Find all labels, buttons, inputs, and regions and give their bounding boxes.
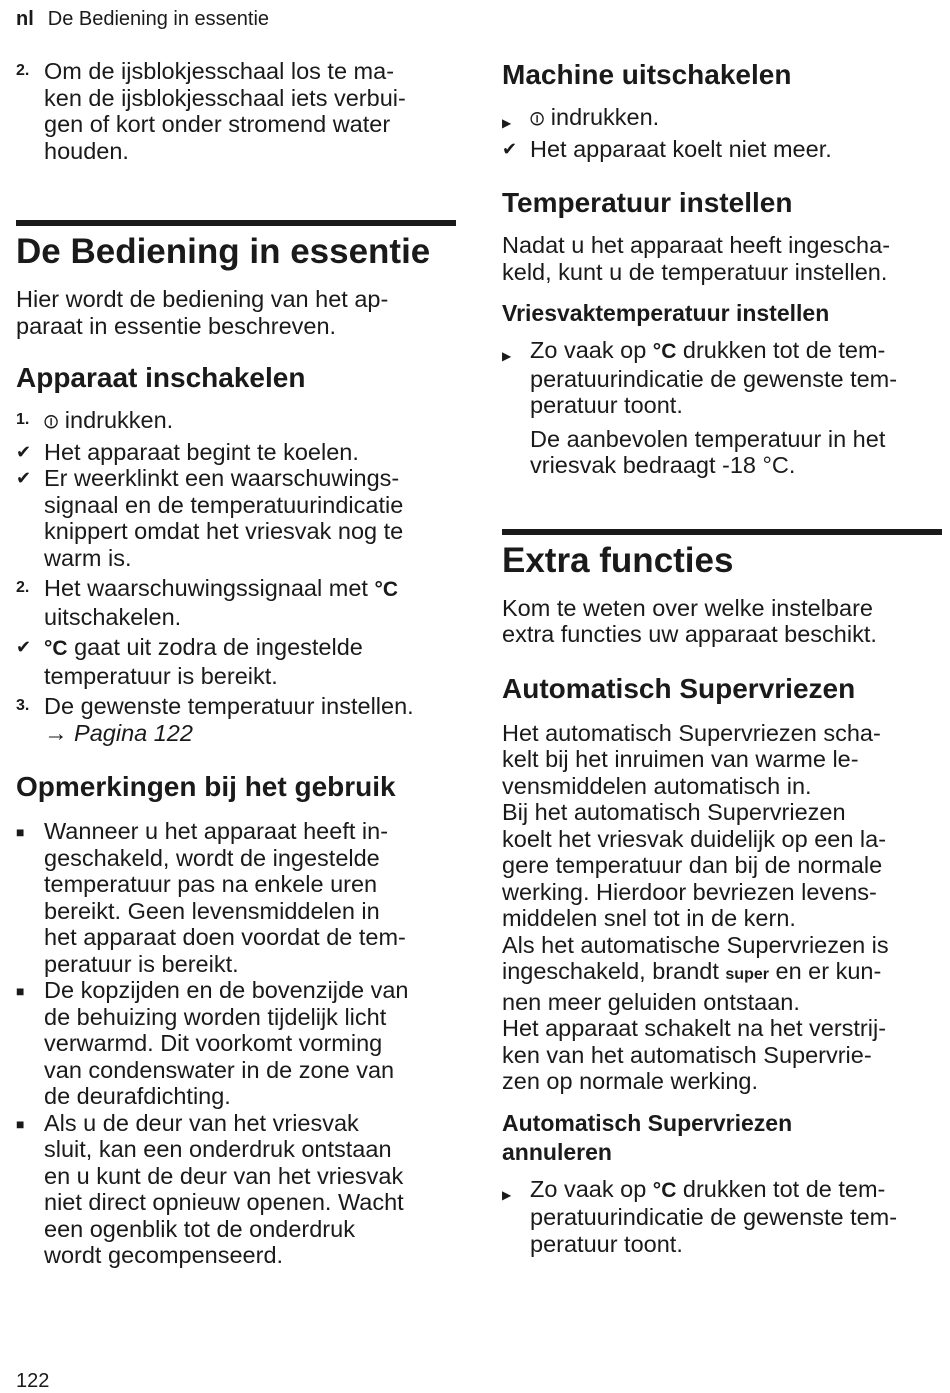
check-icon: ✔	[16, 637, 32, 657]
result-2: ✔ Er weerklinkt een waarschuwings- signaal en de temperatuurindicatie knippert omdat het vriesvak nog te warm is.	[16, 465, 404, 571]
automatisch-supervriezen-heading: Automatisch Supervriezen	[502, 672, 856, 704]
step-3: 3. De gewenste temperatuur instellen. → Pagina 122	[16, 693, 414, 746]
step-2: 2. Het waarschuwingssignaal met °C uitschakelen.	[16, 575, 399, 630]
list-item: ■ De kopzijden en de bovenzijde van de behuizing worden tijdelijk licht verwarmd. Dit voorkomt vorming van condenswater in de zone van de deurafdichting.	[16, 977, 409, 1109]
apparaat-inschakelen-steps	[16, 407, 456, 746]
square-bullet-icon: ■	[16, 824, 25, 840]
square-bullet-icon: ■	[16, 1115, 25, 1132]
celsius-button-symbol: °C	[652, 340, 677, 363]
extra-functies-heading: Extra functies	[502, 540, 734, 580]
result-1: ✔ Het apparaat begint te koelen.	[16, 438, 359, 465]
check-icon: ✔	[16, 441, 32, 462]
section-title: De Bediening in essentie	[16, 232, 431, 271]
list-item: ■ Als u de deur van het vriesvak sluit, kan een onderdruk ontstaan en u kunt de deur van het vriesvak niet direct opnieuw openen. Wacht een ogenblik tot de onderdruk wordt gecompenseerd.	[16, 1109, 404, 1268]
continued-step: 2. Om de ijsblokjesschaal los te ma- ken de ijsblokjesschaal iets verbui- gen of kort onder stromend water houden.	[16, 58, 406, 164]
section-rule	[16, 220, 456, 226]
arrow-icon: →	[44, 719, 68, 746]
check-icon: ✔	[502, 138, 518, 159]
recommendation-note: De aanbevolen temperatuur in het vriesvak bedraagt -18 °C.	[530, 425, 886, 478]
triangle-bullet-icon: ▶	[502, 1187, 512, 1202]
step-1: 1. ⏼ indrukken.	[16, 407, 174, 433]
square-bullet-icon: ■	[16, 983, 25, 999]
temperatuur-instellen-heading: Temperatuur instellen	[502, 187, 793, 218]
opmerkingen-heading: Opmerkingen bij het gebruik	[16, 771, 396, 802]
opmerkingen-list	[16, 818, 456, 1269]
machine-uitschakelen-steps	[502, 104, 942, 162]
list-item: ■ Wanneer u het apparaat heeft in- geschakeld, wordt de ingestelde temperatuur pas na enkele uren bereikt. Geen levensmiddelen in het apparaat doen voordat de tem- peratuur is bereikt.	[16, 818, 406, 977]
annuleren-subheading: Automatisch Supervriezen annuleren	[502, 1109, 793, 1165]
supervriezen-body: Het automatisch Supervriezen scha- kelt bij het inruimen van warme le- vensmiddelen automatisch in. Bij het automatisch Supervriezen koelt het vriesvak duidelijk op een la- gere temperatuur dan bij de normale werking. Hierdoor bevriezen levens- middelen snel tot in de kern. Als het automatische Supervriezen is ingeschakeld, brandt super en er kun- nen meer geluiden ontstaan. Het apparaat schakelt na het verstrij- ken van het automatisch Supervrie- zen op normale werking.	[502, 719, 889, 1094]
header-title: De Bediening in essentie	[47, 8, 270, 30]
power-icon: ⏼	[530, 109, 545, 129]
section-rule	[502, 529, 942, 535]
temperatuur-intro: Nadat u het apparaat heeft ingescha- keld, kunt u de temperatuur instellen.	[502, 232, 891, 285]
triangle-bullet-icon: ▶	[502, 349, 512, 363]
right-column	[502, 58, 942, 1257]
triangle-bullet-icon: ▶	[502, 116, 512, 130]
celsius-button-symbol: °C	[374, 578, 399, 601]
vriesvak-subheading: Vriesvaktemperatuur instellen	[502, 300, 830, 326]
action-item: ▶ Zo vaak op °C drukken tot de tem- peratuurindicatie de gewenste tem- peratuur toont.	[502, 1175, 898, 1257]
page-number: 122	[16, 1370, 50, 1392]
left-column	[16, 58, 456, 1269]
extra-functies-intro: Kom te weten over welke instelbare extra functies uw apparaat beschikt.	[502, 594, 877, 647]
step-number: 2.	[16, 62, 30, 79]
action-item: ▶ ⏼ indrukken.	[502, 104, 942, 133]
check-icon: ✔	[16, 468, 32, 488]
apparaat-inschakelen-heading: Apparaat inschakelen	[16, 362, 306, 393]
machine-uitschakelen-heading: Machine uitschakelen	[502, 59, 792, 90]
super-button-symbol: super	[725, 966, 769, 983]
section-intro: Hier wordt de bediening van het ap- paraat in essentie beschreven.	[16, 286, 389, 339]
power-icon: ⏼	[44, 412, 59, 432]
celsius-button-symbol: °C	[44, 637, 68, 660]
result-item: ✔ Het apparaat koelt niet meer.	[502, 135, 832, 162]
language-code: nl	[16, 8, 34, 30]
page-reference[interactable]: Pagina 122	[74, 719, 193, 746]
running-header	[16, 8, 269, 31]
celsius-button-symbol: °C	[652, 1178, 677, 1202]
result-3: ✔ °C gaat uit zodra de ingestelde temperatuur is bereikt.	[16, 634, 363, 689]
action-item: ▶ Zo vaak op °C drukken tot de tem- peratuurindicatie de gewenste tem- peratuur toont.	[502, 337, 898, 418]
